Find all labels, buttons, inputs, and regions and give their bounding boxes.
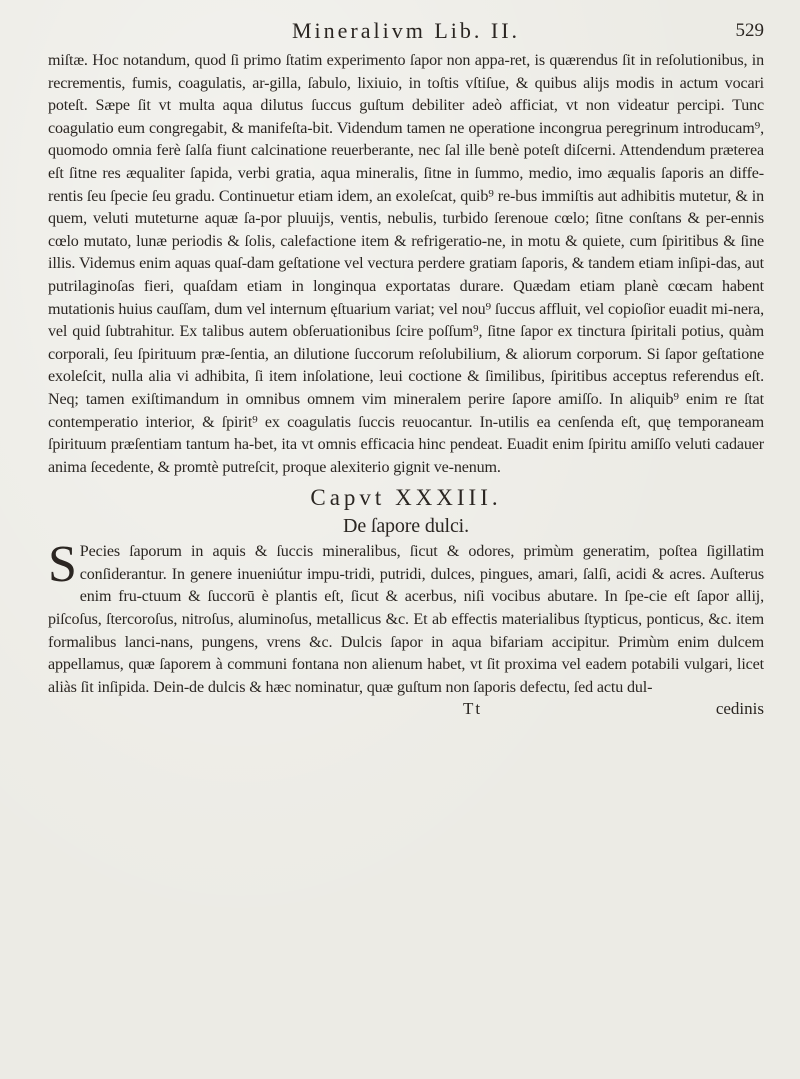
- page-number: 529: [735, 20, 764, 41]
- paragraph-continuation: miſtæ. Hoc notandum, quod ſi primo ſtatim experimento ſapor non appa-ret, is quærendus ſit in reſolutionibus, in recrementis, fumis, coagulatis, ar-gilla, ſabulo, lixiuio, in toſtis vſtiſue, & quibus alijs modis in actum vocari poteſt. Sæpe ſit vt multa aqua dilutus ſuccus guſtum debiliter adeò afficiat, vt non videatur percipi. Tunc coagulatio eum congregabit, & manifeſta-bit. Videndum tamen ne operatione incongrua peregrinum introducam⁹, quomodo omnia ferè ſalſa fiunt calcinatione reuerberante, nec ſal ille benè poteſt diſcerni. Attendendum præterea eſt ſitne res æqualiter ſapida, verbi gratia, aqua mineralis, ſitne in ſummo, medio, imo æqualis ſaporis an diffe-rentis ſeu ſpecie ſeu gradu. Continuetur etiam idem, an exoleſcat, quib⁹ re-bus immiſtis aut adhibitis mutetur, & in quem, veluti muteturne aquæ ſa-por pluuijs, ventis, nebulis, turbido ſerenoue cœlo; ſitne conſtans & per-ennis cœlo mutato, lunæ periodis & ſolis, calefactione item & refrigeratio-ne, in motu & quiete, cum ſpiritibus & ſine illis. Videmus enim aquas quaſ-dam geſtatione vel vectura perdere gratiam ſaporis, & tandem etiam inſipi-das, aut putrilaginoſas fieri, quaſdam etiam in longinqua exportatas durare. Quædam etiam planè cœcam habent mutationis huius cauſſam, dum vel internum ęſtuarium variat; vel nou⁹ ſuccus affluit, vel copioſior euadit mi-nera, vel quid ſubtrahitur. Ex talibus autem obſeruationibus ſcire poſſum⁹, ſitne ſapor ex tinctura ſpiritali potius, quàm corporali, ſeu ſpirituum præ-ſentia, an dilutione ſuccorum reſolubilium, & aliorum corporum. Si ſapor geſtatione exoleſcit, nulla alia vi adhibita, ſi item inſolatione, leui coctione & ſimilibus, ſpiritibus acceptus referendus eſt. Neq; tamen exiſtimandum in omnibus omnem vim mineralem perire ſapore amiſſo. In aliquib⁹ enim re ſtat contemperatio interior, & ſpirit⁹ ex coagulatis ſuccis reuocantur. In-utilis ea cenſenda eſt, quę temporaneam ſpirituum præſentiam tantum ha-bet, ita vt omnis efficacia hinc pendeat. Euadit enim ſpiritu amiſſo veluti cadauer anima ſecedente, & promtè putreſcit, proque alexiterio gignit ve-nenum.: [48, 52, 764, 476]
- running-head: [48, 12, 764, 50]
- chapter-heading: Capvt XXXIII.: [310, 485, 502, 511]
- chapter-paragraph-text: Pecies ſaporum in aquis & ſuccis mineralibus, ſicut & odores, primùm generatim, poſtea ſigillatim conſiderantur. In genere inueniútur impu-tridi, putridi, dulces, pingues, amari, ſalſi, acidi & acres. Auſterus enim fru-ctuum & ſuccorū è plantis eſt, ſicut & acerbus, niſi vocibus abutare. In ſpe-cie eſt ſapor allij, piſcoſus, ſtercoroſus, nitroſus, aluminoſus, metallicus &c. Et ab effectis materialibus ſtypticus, ponticus, &c. item formalibus lanci-nans, pungens, vrens &c. Dulcis ſapor in aqua bifariam accipitur. Primùm enim dulcem appellamus, quæ ſaporem à communi fontana non alienum habet, vt ſit proxima vel eadem potabili vulgari, licet aliàs ſit inſipida. Dein-de dulcis & hæc nominatur, quæ guſtum non ſaporis defectu, ſed actu dul-: [48, 543, 764, 696]
- chapter-first-paragraph: [48, 536, 764, 699]
- running-title: Mineralivm Lib. II.: [291, 18, 521, 43]
- chapter-subtitle: De ſapore dulci.: [343, 515, 469, 538]
- body-text: [48, 50, 764, 699]
- signature-mark: Tt: [463, 699, 483, 719]
- page-footer: [48, 699, 764, 723]
- drop-initial: S: [48, 536, 77, 594]
- catchword: cedinis: [715, 699, 764, 719]
